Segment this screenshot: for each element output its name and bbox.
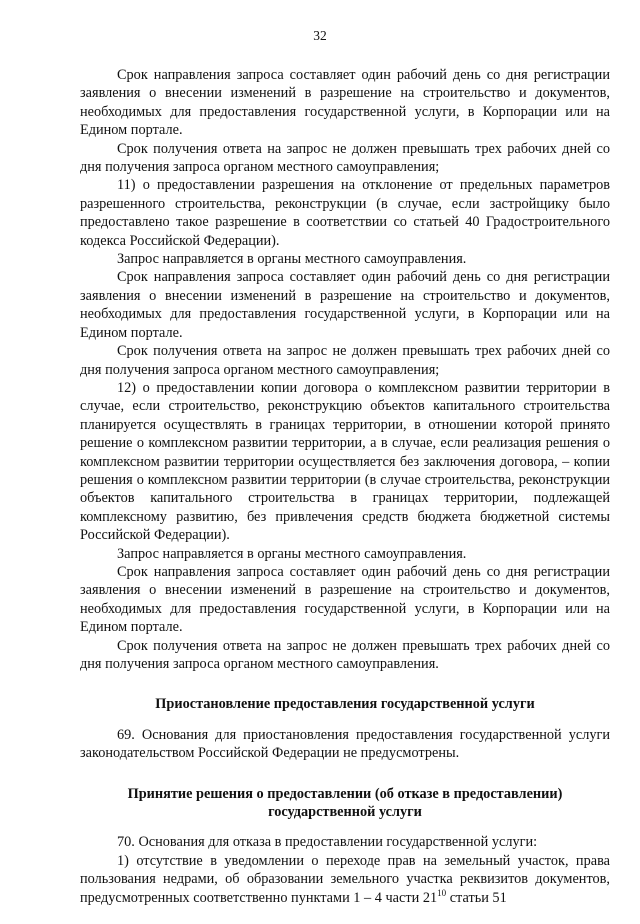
- list-item: 12) о предоставлении копии договора о комплексном развитии территории в случае, если строительство, реконструкцию объектов капитального строительства планируется осуществлять в границах территории, в отношении которой принято решение о комплексном развитии территории, а в случае, если реализация решения о комплексном развитии территории осуществляется без заключения договора, – копии решения о комплексном развитии территории (в случае строительства, реконструкции объектов капитального строительства в границах территории, подлежащей комплексному развитию, без привлечения средств бюджета бюджетной системы Российской Федерации).: [80, 379, 610, 544]
- list-item: 11) о предоставлении разрешения на отклонение от предельных параметров разрешенного строительства, реконструкции (в случае, если застройщику было предоставлено такое разрешение в соответствии со статьей 40 Градостроительного кодекса Российской Федерации).: [80, 177, 610, 249]
- paragraph: Срок направления запроса составляет один рабочий день со дня регистрации заявления о внесении изменений в разрешение на строительство и документов, необходимых для предоставления государственной услуги, в Корпорации или на Едином портале.: [80, 269, 610, 341]
- spacer: [80, 821, 610, 833]
- document-body: [80, 66, 610, 907]
- list-item: [80, 852, 610, 907]
- paragraph: Запрос направляется в органы местного самоуправления.: [117, 251, 467, 268]
- section-heading-line: государственной услуги: [268, 804, 422, 821]
- spacer: [80, 714, 610, 726]
- list-item-text: 1) отсутствие в уведомлении о переходе прав на земельный участок, права пользования недрами, об образовании земельного участка реквизитов документов, предусмотренных соответственно пунктами 1 – 4 части 21: [80, 852, 610, 906]
- paragraph: Срок получения ответа на запрос не должен превышать трех рабочих дней со дня получения запроса органом местного самоуправления.: [80, 637, 610, 672]
- list-item-tail: статьи 51: [446, 889, 507, 906]
- paragraph-70: 70. Основания для отказа в предоставлении государственной услуги:: [117, 834, 538, 851]
- spacer: [80, 673, 610, 695]
- section-heading-line: Принятие решения о предоставлении (об отказе в предоставлении): [127, 785, 563, 802]
- superscript: 10: [437, 887, 447, 898]
- section-heading-suspension: Приостановление предоставления государственной услуги: [155, 696, 535, 713]
- paragraph: Запрос направляется в органы местного самоуправления.: [117, 545, 467, 562]
- paragraph-69: 69. Основания для приостановления предоставления государственной услуги законодательством Российской Федерации не предусмотрены.: [80, 726, 610, 762]
- section-heading-decision: [80, 785, 610, 822]
- paragraph: Срок получения ответа на запрос не должен превышать трех рабочих дней со дня получения запроса органом местного самоуправления;: [80, 343, 610, 378]
- paragraph: Срок направления запроса составляет один рабочий день со дня регистрации заявления о внесении изменений в разрешение на строительство и документов, необходимых для предоставления государственной услуги, в Корпорации или на Едином портале.: [80, 67, 610, 139]
- paragraph: Срок получения ответа на запрос не должен превышать трех рабочих дней со дня получения запроса органом местного самоуправления;: [80, 140, 610, 176]
- spacer: [80, 763, 610, 785]
- page-number: 32: [313, 28, 327, 43]
- paragraph: Срок направления запроса составляет один рабочий день со дня регистрации заявления о внесении изменений в разрешение на строительство и документов, необходимых для предоставления государственной услуги, в Корпорации или на Едином портале.: [80, 563, 610, 636]
